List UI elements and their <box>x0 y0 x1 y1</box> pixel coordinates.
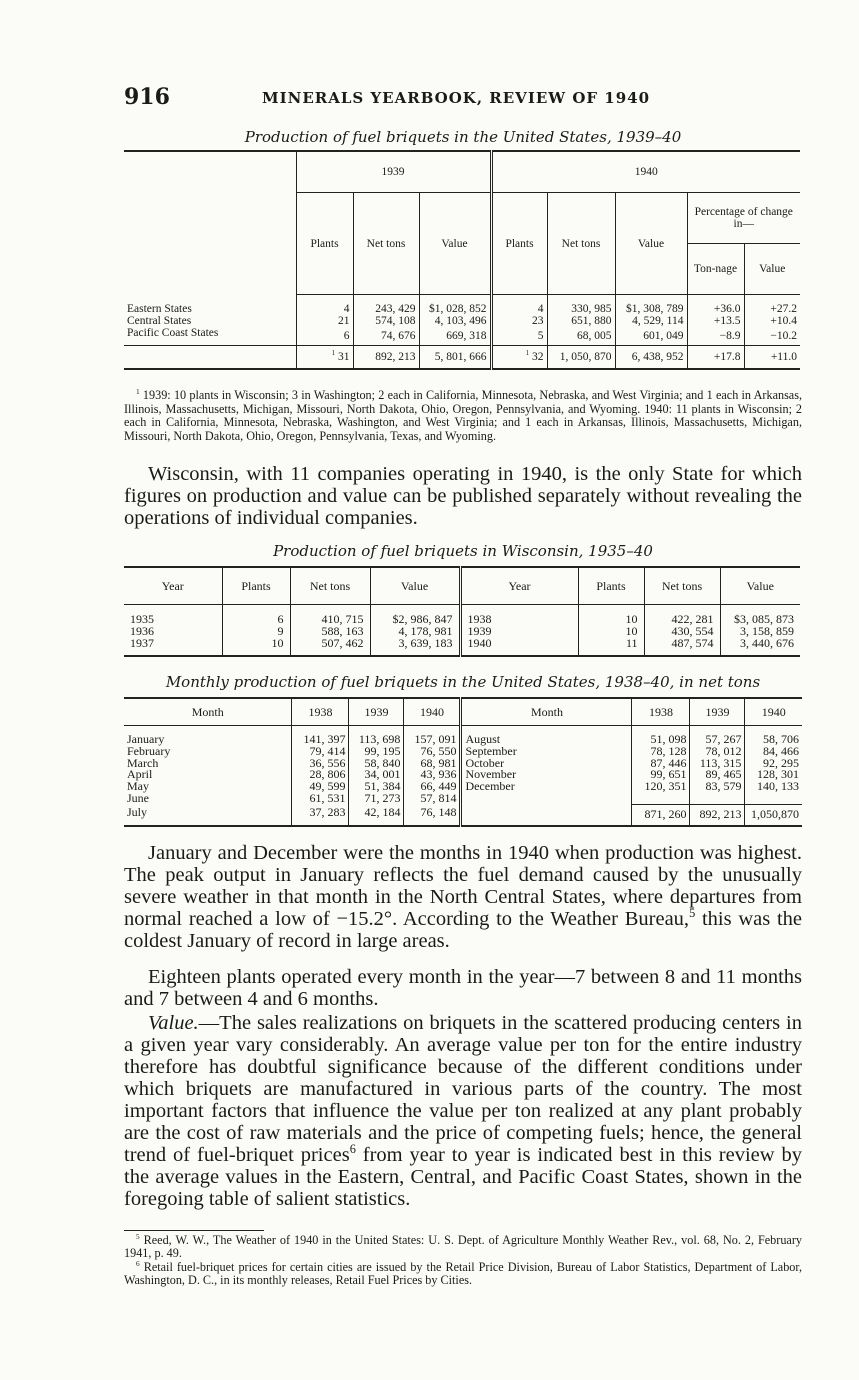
total-cell: 871, 260 <box>632 805 690 826</box>
cell: 4, 178, 981 <box>370 625 460 637</box>
table-wisconsin <box>124 566 800 657</box>
cell: 5, 801, 666 <box>419 346 491 370</box>
cell: 68, 981 <box>404 758 461 770</box>
cell: 89, 465 <box>690 769 745 781</box>
cell: +27.2 <box>744 295 800 316</box>
cell: 6 <box>222 605 290 626</box>
col-month: Month <box>461 698 632 726</box>
cell: 669, 318 <box>419 327 491 346</box>
cell: 42, 184 <box>349 805 404 826</box>
footnote-mark: 6 <box>136 1258 140 1268</box>
cell <box>491 346 547 370</box>
footnote-text: Reed, W. W., The Weather of 1940 in the United States: U. S. Dept. of Agriculture Monthly Weather Rev., vol. 68, No. 2, February 1941, p. 49. <box>124 1233 802 1260</box>
page-number: 916 <box>124 84 170 110</box>
cell: 49, 599 <box>292 781 349 793</box>
cell <box>461 793 632 805</box>
cell: 57, 267 <box>690 726 745 746</box>
cell: 10 <box>222 637 290 656</box>
cell: 5 <box>491 327 547 346</box>
cell: +11.0 <box>744 346 800 370</box>
paragraph-text: —The sales realizations on briquets in the scattered producing centers in a given year vary considerably. An average value per ton for the entire industry therefore has doubtful significance because of the different conditions under which briquets are manufactured in various parts of the country. The most important factors that influence the value per ton realized at any plant probably are the cost of raw materials and the price of competing fuels; hence, the general trend of fuel-briquet prices <box>124 1012 802 1166</box>
cell-value: 32 <box>532 351 544 363</box>
cell: 3, 639, 183 <box>370 637 460 656</box>
table-row <box>124 605 800 626</box>
col-pct-change: Percentage of change in— <box>687 193 800 244</box>
cell: $3, 085, 873 <box>720 605 800 626</box>
footnote-text: Retail fuel-briquet prices for certain cities are issued by the Retail Price Division, Bureau of Labor Statistics, Department of Labor, Washington, D. C., in its monthly releases, Retail Fuel Prices by Cities. <box>124 1260 803 1287</box>
cell: January <box>127 732 165 746</box>
cell: 28, 806 <box>292 769 349 781</box>
cell: 66, 449 <box>404 781 461 793</box>
paragraph-text: this was the coldest January of record in large areas. <box>124 908 803 952</box>
year-1939-header: 1939 <box>296 151 491 193</box>
table-row <box>124 315 800 327</box>
cell <box>690 793 745 805</box>
cell: 140, 133 <box>745 781 802 793</box>
page-header <box>124 84 804 114</box>
col-plants: Plants <box>578 567 644 605</box>
paragraph-wisconsin: Wisconsin, with 11 companies operating in 1940, is the only State for which figures on production and value can be published separately without revealing the operations of individual companies. <box>124 463 802 529</box>
cell: 61, 531 <box>292 793 349 805</box>
row-label: Eastern States <box>127 302 192 315</box>
cell: 51, 384 <box>349 781 404 793</box>
col-tons-1939: Net tons <box>353 193 419 295</box>
col-net-tons: Net tons <box>644 567 720 605</box>
cell: 58, 706 <box>745 726 802 746</box>
table3-caption: Monthly production of fuel briquets in the United States, 1938–40, in net tons <box>165 673 761 691</box>
footnote-mark: 1 <box>331 350 336 358</box>
cell <box>296 346 353 370</box>
cell: 9 <box>222 625 290 637</box>
cell: 141, 397 <box>292 726 349 746</box>
cell: 330, 985 <box>547 295 615 316</box>
cell: 37, 283 <box>292 805 349 826</box>
table-row <box>124 805 802 826</box>
cell: September <box>461 746 632 758</box>
table-monthly <box>124 697 802 827</box>
cell: 422, 281 <box>644 605 720 626</box>
cell: 157, 091 <box>404 726 461 746</box>
cell: 43, 936 <box>404 769 461 781</box>
table-us-production <box>124 150 800 370</box>
cell: 74, 676 <box>353 327 419 346</box>
col-value-1940: Value <box>615 193 687 295</box>
col-tonnage: Ton-nage <box>687 244 744 295</box>
running-head: MINERALS YEARBOOK, REVIEW OF 1940 <box>262 89 651 107</box>
cell: 83, 579 <box>690 781 745 793</box>
cell: 113, 315 <box>690 758 745 770</box>
cell: 57, 814 <box>404 793 461 805</box>
total-row <box>124 346 800 370</box>
cell: 99, 195 <box>349 746 404 758</box>
cell: 68, 005 <box>547 327 615 346</box>
total-cell: 1,050,870 <box>745 805 802 826</box>
paragraph-value <box>124 1012 802 1210</box>
cell: 1937 <box>130 636 154 650</box>
table1-caption: Production of fuel briquets in the United States, 1939–40 <box>244 128 682 146</box>
cell: 58, 840 <box>349 758 404 770</box>
cell: 487, 574 <box>644 637 720 656</box>
cell <box>461 805 632 826</box>
cell: $1, 028, 852 <box>419 295 491 316</box>
cell: October <box>461 758 632 770</box>
footnote-mark: 1 <box>136 386 140 396</box>
cell: −10.2 <box>744 327 800 346</box>
footnote-mark: 1 <box>525 350 530 358</box>
cell: April <box>127 767 153 782</box>
cell: 1939 <box>460 625 578 637</box>
col-value: Value <box>720 567 800 605</box>
cell: November <box>461 769 632 781</box>
cell: 84, 466 <box>745 746 802 758</box>
cell: $1, 308, 789 <box>615 295 687 316</box>
cell-value: 31 <box>338 351 350 363</box>
cell <box>745 793 802 805</box>
cell: 243, 429 <box>353 295 419 316</box>
cell: 10 <box>578 605 644 626</box>
col-plants-1940: Plants <box>491 193 547 295</box>
cell: 92, 295 <box>745 758 802 770</box>
cell <box>632 793 690 805</box>
total-label <box>124 346 296 370</box>
cell: 601, 049 <box>615 327 687 346</box>
cell: 4, 529, 114 <box>615 315 687 327</box>
footnote-5 <box>124 1231 802 1260</box>
footnote-ref: 6 <box>349 1142 356 1157</box>
cell: 76, 148 <box>404 805 461 826</box>
col-1938: 1938 <box>632 698 690 726</box>
paragraph-eighteen: Eighteen plants operated every month in the year—7 between 8 and 11 months and 7 between 4 and 6 months. <box>124 966 802 1010</box>
cell: 120, 351 <box>632 781 690 793</box>
cell: 6 <box>296 327 353 346</box>
cell: 71, 273 <box>349 793 404 805</box>
cell: 507, 462 <box>290 637 370 656</box>
cell: 10 <box>578 625 644 637</box>
table2-caption: Production of fuel briquets in Wisconsin, 1935–40 <box>273 542 653 560</box>
cell: +13.5 <box>687 315 744 327</box>
footnote-rule <box>124 1230 264 1231</box>
cell: 4 <box>296 295 353 316</box>
cell: 430, 554 <box>644 625 720 637</box>
cell: 1938 <box>460 605 578 626</box>
table-row <box>124 726 802 746</box>
col-month: Month <box>124 698 292 726</box>
col-year: Year <box>124 567 222 605</box>
table-row <box>124 637 800 656</box>
col-1940: 1940 <box>404 698 461 726</box>
col-value-change: Value <box>744 244 800 295</box>
paragraph-january <box>124 842 802 952</box>
cell: June <box>127 790 149 805</box>
col-plants: Plants <box>222 567 290 605</box>
cell: December <box>461 781 632 793</box>
cell: 76, 550 <box>404 746 461 758</box>
col-net-tons: Net tons <box>290 567 370 605</box>
col-1938: 1938 <box>292 698 349 726</box>
cell: 36, 556 <box>292 758 349 770</box>
col-plants-1939: Plants <box>296 193 353 295</box>
paragraph-text: from year to year is indicated best in this review by the average values in the Eastern, Central, and Pacific Coast States, shown in the foregoing table of salient statistics. <box>124 1144 802 1210</box>
cell: 3, 440, 676 <box>720 637 800 656</box>
cell: 87, 446 <box>632 758 690 770</box>
cell: 21 <box>296 315 353 327</box>
cell: 23 <box>491 315 547 327</box>
cell: 6, 438, 952 <box>615 346 687 370</box>
footnote-text: 1939: 10 plants in Wisconsin; 3 in Washington; 2 each in California, Minnesota, Nebraska, and West Virginia; and 1 each in Arkansas, Illinois, Massachusetts, Michigan, Missouri, North Dakota, Ohio, Oregon, Pennsylvania, and Wyoming. 1940: 11 plants in Wisconsin; 2 each in California, Minnesota, Nebraska, Washington, and West Virginia; and 1 each in Arkansas, Illinois, Massachusetts, Michigan, Missouri, North Dakota, Ohio, Oregon, Pennsylvania, Texas, and Wyoming. <box>124 388 803 443</box>
cell: 34, 001 <box>349 769 404 781</box>
cell: −8.9 <box>687 327 744 346</box>
cell: 892, 213 <box>353 346 419 370</box>
cell: 78, 012 <box>690 746 745 758</box>
cell: 574, 108 <box>353 315 419 327</box>
cell: 1936 <box>130 624 154 638</box>
col-tons-1940: Net tons <box>547 193 615 295</box>
table-row <box>124 781 802 793</box>
row-label: Central States <box>127 315 192 327</box>
cell: February <box>127 743 171 758</box>
col-1940: 1940 <box>745 698 802 726</box>
cell: 4, 103, 496 <box>419 315 491 327</box>
cell: 11 <box>578 637 644 656</box>
table-row <box>124 758 802 770</box>
stub-header <box>124 151 296 295</box>
cell: +36.0 <box>687 295 744 316</box>
cell: 1940 <box>460 637 578 656</box>
cell: +17.8 <box>687 346 744 370</box>
table-row <box>124 793 802 805</box>
cell: 128, 301 <box>745 769 802 781</box>
total-cell: 892, 213 <box>690 805 745 826</box>
cell: 99, 651 <box>632 769 690 781</box>
cell: 3, 158, 859 <box>720 625 800 637</box>
table-row <box>124 295 800 316</box>
table-row <box>124 327 800 346</box>
year-1940-header: 1940 <box>491 151 800 193</box>
footnote-mark: 5 <box>136 1231 140 1241</box>
cell: 51, 098 <box>632 726 690 746</box>
cell: 4 <box>491 295 547 316</box>
footnote-ref: 5 <box>689 906 696 921</box>
col-1939: 1939 <box>349 698 404 726</box>
col-1939: 1939 <box>690 698 745 726</box>
col-year: Year <box>460 567 578 605</box>
cell: 1935 <box>130 612 154 626</box>
cell: 410, 715 <box>290 605 370 626</box>
cell: March <box>127 755 159 770</box>
paragraph-lead: Value. <box>148 1012 199 1034</box>
cell: +10.4 <box>744 315 800 327</box>
table-row <box>124 769 802 781</box>
col-value-1939: Value <box>419 193 491 295</box>
footnote-6 <box>124 1258 803 1287</box>
cell: $2, 986, 847 <box>370 605 460 626</box>
cell: 588, 163 <box>290 625 370 637</box>
cell: 78, 128 <box>632 746 690 758</box>
table1-footnote <box>124 386 803 443</box>
cell: 651, 880 <box>547 315 615 327</box>
cell: 79, 414 <box>292 746 349 758</box>
cell: July <box>127 805 148 820</box>
row-label: Pacific Coast States <box>127 327 219 339</box>
cell: 113, 698 <box>349 726 404 746</box>
cell: August <box>461 726 632 746</box>
cell: May <box>127 779 149 794</box>
cell: 1, 050, 870 <box>547 346 615 370</box>
col-value: Value <box>370 567 460 605</box>
paragraph-text: January and December were the months in 1940 when production was highest. The peak output in January reflects the fuel demand caused by the unusually severe weather in that month in the North Central States, where departures from normal reached a low of −15.2°. According to the Weather Bureau, <box>124 842 802 930</box>
